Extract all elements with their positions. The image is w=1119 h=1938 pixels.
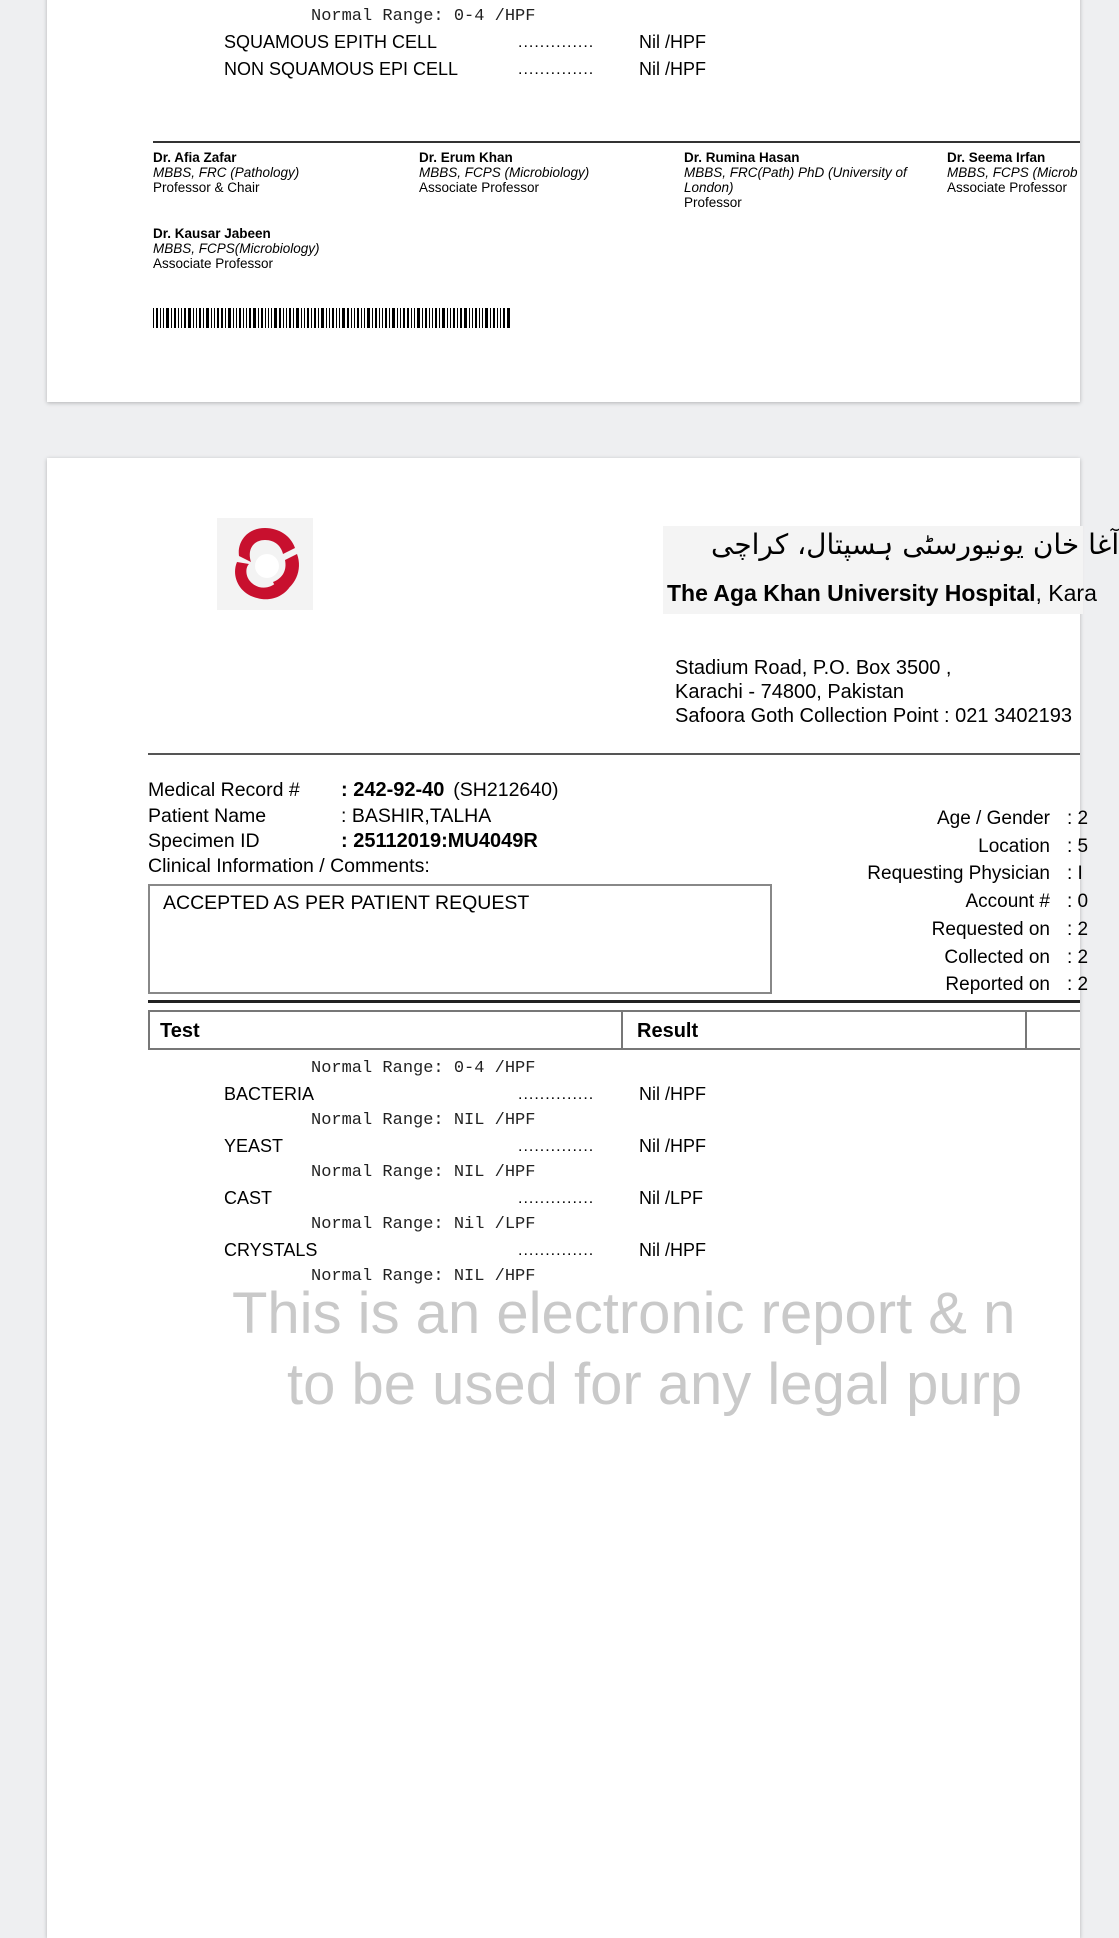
divider — [148, 1000, 1080, 1003]
column-header-test: Test — [160, 1020, 200, 1042]
normal-range-text: Normal Range: Nil /LPF — [311, 1215, 536, 1234]
results-table-header — [148, 1010, 1080, 1050]
normal-range-text: Normal Range: NIL /HPF — [311, 1111, 536, 1130]
cast-label: CAST — [224, 1188, 273, 1208]
normal-range-text: Normal Range: 0-4 /HPF — [311, 1059, 536, 1078]
non-squamous-value: Nil /HPF — [639, 59, 706, 79]
bacteria-label: BACTERIA — [224, 1084, 315, 1104]
column-divider — [1025, 1010, 1027, 1050]
clinical-info-label: Clinical Information / Comments: — [148, 855, 430, 877]
normal-range-text: Normal Range: 0-4 /HPF — [311, 7, 536, 26]
non-squamous-label: NON SQUAMOUS EPI CELL — [224, 59, 459, 79]
normal-range-text: Normal Range: NIL /HPF — [311, 1163, 536, 1182]
hospital-address: Stadium Road, P.O. Box 3500 , Karachi - 74800, Pakistan Safoora Goth Collection Point : 021 3402193 — [675, 657, 1072, 727]
divider — [153, 141, 1080, 143]
column-header-result: Result — [637, 1020, 699, 1042]
divider — [148, 753, 1080, 755]
report-page-2 — [47, 458, 1119, 1938]
bacteria-value: Nil /HPF — [639, 1084, 706, 1104]
hospital-logo-icon — [217, 518, 313, 610]
leader-dots: .............. — [518, 1242, 595, 1259]
leader-dots: .............. — [518, 34, 595, 51]
doctor-kausar-jabeen: Dr. Kausar Jabeen MBBS, FCPS(Microbiology) Associate Professor — [153, 226, 320, 271]
doctor-erum-khan: Dr. Erum Khan MBBS, FCPS (Microbiology) Associate Professor — [419, 150, 590, 195]
doctor-rumina-hasan: Dr. Rumina Hasan MBBS, FRC(Path) PhD (University of London) Professor — [684, 150, 907, 210]
hospital-name-urdu: آغا خان یونیورسٹی ہسپتال، کراچی — [711, 528, 1119, 561]
mrn-value: : 242-92-40 (SH212640) — [341, 779, 559, 801]
specimen-value: : 25112019:MU4049R — [341, 830, 538, 852]
leader-dots: .............. — [518, 1138, 595, 1155]
electronic-report-watermark: This is an electronic report & n — [232, 1281, 1016, 1346]
doctor-seema-irfan: Dr. Seema Irfan MBBS, FCPS (Microb Associate Professor — [947, 150, 1078, 195]
leader-dots: .............. — [518, 1086, 595, 1103]
squamous-value: Nil /HPF — [639, 32, 706, 52]
leader-dots: .............. — [518, 61, 595, 78]
right-field-labels: Age / Gender Location Requesting Physician Account # Requested on Collected on Reported on — [867, 808, 1050, 996]
barcode — [153, 308, 803, 328]
report-page-1 — [47, 0, 1080, 402]
cast-value: Nil /LPF — [639, 1188, 704, 1208]
comment-text: ACCEPTED AS PER PATIENT REQUEST — [163, 892, 530, 914]
crystals-label: CRYSTALS — [224, 1240, 318, 1260]
right-field-values: : 2 : 5 : I : 0 : 2 : 2 : 2 — [1067, 808, 1089, 996]
leader-dots: .............. — [518, 1190, 595, 1207]
normal-range-text: Normal Range: NIL /HPF — [311, 1267, 536, 1286]
hospital-name-english: The Aga Khan University Hospital, Kara — [667, 580, 1097, 606]
yeast-value: Nil /HPF — [639, 1136, 706, 1156]
column-divider — [621, 1010, 623, 1050]
mrn-label: Medical Record # — [148, 779, 300, 801]
doctor-afia-zafar: Dr. Afia Zafar MBBS, FRC (Pathology) Professor & Chair — [153, 150, 300, 195]
patient-name-label: Patient Name — [148, 805, 267, 827]
crystals-value: Nil /HPF — [639, 1240, 706, 1260]
squamous-label: SQUAMOUS EPITH CELL — [224, 32, 438, 52]
yeast-label: YEAST — [224, 1136, 284, 1156]
electronic-report-watermark: to be used for any legal purp — [287, 1352, 1023, 1417]
patient-name-value: : BASHIR,TALHA — [341, 805, 492, 827]
specimen-label: Specimen ID — [148, 830, 260, 852]
